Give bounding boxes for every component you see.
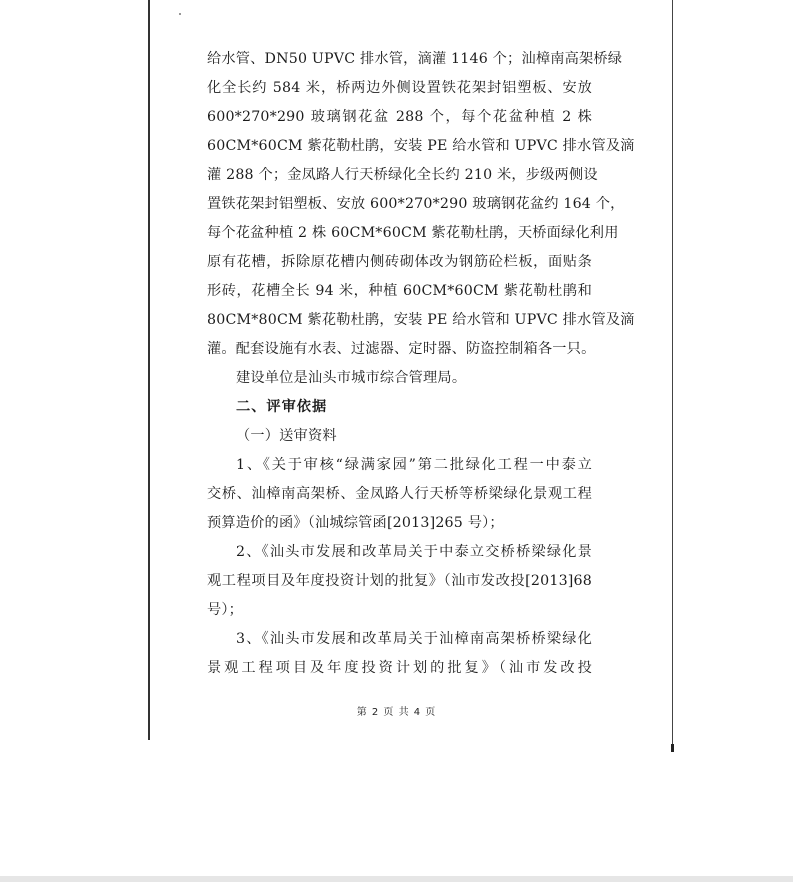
body-line: 80CM*80CM 紫花勒杜鹃，安装 PE 给水管和 UPVC 排水管及滴 [207,312,635,328]
scan-speck [179,13,181,15]
scan-edge-right [672,0,673,750]
body-line: 化全长约 584 米，桥两边外侧设置铁花架封铝塑板、安放 [207,80,592,96]
scan-edge-mark [671,744,674,752]
item-2-line: 号）； [207,602,244,618]
item-2-line: 2、《汕头市发展和改革局关于中泰立交桥桥梁绿化景 [236,544,592,560]
page-footer: 第 2 页 共 4 页 [356,707,437,718]
subsection-heading: （一）送审资料 [236,428,337,444]
item-1-line: 预算造价的函》（汕城综管函[2013]265 号）； [207,515,504,531]
body-line: 给水管、DN50 UPVC 排水管，滴灌 1146 个；汕樟南高架桥绿 [207,51,623,67]
body-line: 形砖，花槽全长 94 米，种植 60CM*60CM 紫花勒杜鹃和 [207,283,592,299]
body-line: 60CM*60CM 紫花勒杜鹃，安装 PE 给水管和 UPVC 排水管及滴 [207,138,635,154]
item-1-line: 1、《关于审核“绿满家园”第二批绿化工程一中泰立 [236,457,592,473]
item-3-line: 3、《汕头市发展和改革局关于汕樟南高架桥桥梁绿化 [236,631,592,647]
body-line: 置铁花架封铝塑板、安放 600*270*290 玻璃钢花盆约 164 个， [207,196,625,212]
scan-edge-left [148,0,150,740]
item-1-line: 交桥、汕樟南高架桥、金凤路人行天桥等桥梁绿化景观工程 [207,486,592,502]
body-line: 600*270*290 玻璃钢花盆 288 个，每个花盆种植 2 株 [207,109,592,125]
item-2-line: 观工程项目及年度投资计划的批复》（汕市发改投[2013]68 [207,573,592,589]
viewer-bottom-bar [0,876,793,882]
section-heading: 二、评审依据 [236,399,328,415]
item-3-line: 景观工程项目及年度投资计划的批复》（汕市发改投 [207,660,592,676]
body-line: 灌 288 个；金凤路人行天桥绿化全长约 210 米，步级两侧设 [207,167,598,183]
body-line: 每个花盆种植 2 株 60CM*60CM 紫花勒杜鹃，天桥面绿化利用 [207,225,619,241]
builder-line: 建设单位是汕头市城市综合管理局。 [236,370,467,386]
document-body [207,45,635,683]
body-line: 灌。配套设施有水表、过滤器、定时器、防盗控制箱各一只。 [207,341,596,357]
body-line: 原有花槽，拆除原花槽内侧砖砌体改为钢筋砼栏板，面贴条 [207,254,592,270]
